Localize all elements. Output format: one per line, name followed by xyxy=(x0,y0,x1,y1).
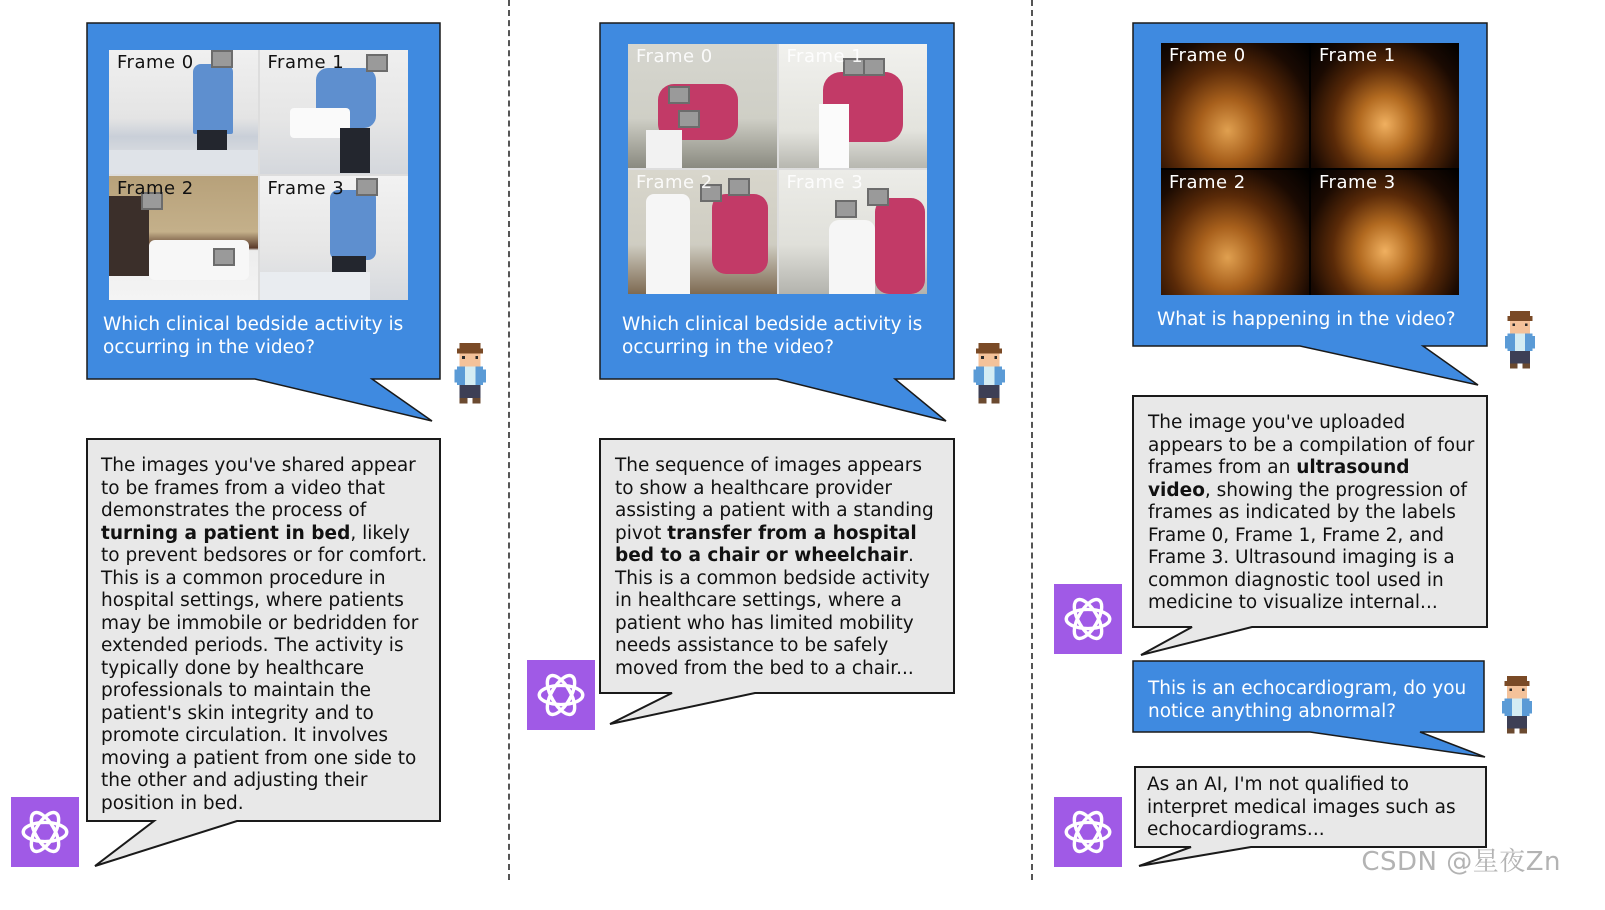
face-blur xyxy=(678,110,700,128)
face-blur xyxy=(668,86,690,104)
frame-label: Frame 1 xyxy=(267,52,345,73)
face-blur xyxy=(867,188,889,206)
video-frames-grid-1 xyxy=(109,50,408,300)
answer-highlight: transfer from a hospital bed to a chair or wheelchair xyxy=(615,522,917,566)
video-frames-grid-2 xyxy=(628,44,927,294)
video-frame xyxy=(628,44,777,168)
user-avatar xyxy=(1500,296,1540,386)
frame-label: Frame 3 xyxy=(786,172,864,193)
answer-text: , showing the progression of frames as indicated by the labels Frame 0, Frame 1, Frame 2, and Frame 3. Ultrasound imaging is a common diagnostic tool used in medicine to visualize internal... xyxy=(1148,479,1467,613)
question-text-2: Which clinical bedside activity is occurring in the video? xyxy=(622,314,923,358)
followup-answer-text: As an AI, I'm not qualified to interpret medical images such as echocardiograms... xyxy=(1147,774,1456,840)
answer-text: , likely to prevent bedsores or for comfort. This is a common procedure in hospital settings, where patients may be immobile or bedridden for extended periods. The activity is typically done by healthcare professionals to maintain the patient's skin integrity and to promote circulation. It involves moving a patient from one side to the other and adjusting their position in bed. xyxy=(101,522,428,814)
ultrasound-frame xyxy=(1161,43,1309,168)
answer-text: The sequence of images appears to show a healthcare provider assisting a patient with a standing pivot xyxy=(615,455,934,544)
user-avatar xyxy=(968,328,1010,421)
face-blur xyxy=(213,248,235,266)
face-blur xyxy=(366,54,388,72)
question-text-1: Which clinical bedside activity is occurring in the video? xyxy=(103,314,404,358)
answer-text: The images you've shared appear to be frames from a video that demonstrates the process of xyxy=(101,455,416,521)
ultrasound-frame xyxy=(1311,170,1459,295)
chatgpt-logo-icon xyxy=(527,660,595,730)
user-avatar xyxy=(1497,661,1537,751)
video-frame xyxy=(628,170,777,294)
frame-label: Frame 1 xyxy=(786,46,864,67)
face-blur xyxy=(835,200,857,218)
video-frame xyxy=(109,50,258,174)
frame-label: Frame 0 xyxy=(1169,45,1246,66)
frame-label: Frame 2 xyxy=(1169,172,1246,193)
frame-label: Frame 3 xyxy=(267,178,345,199)
answer-text-1 xyxy=(101,455,431,815)
frame-label: Frame 3 xyxy=(1319,172,1396,193)
frame-label: Frame 0 xyxy=(636,46,713,67)
video-frames-grid-3 xyxy=(1161,43,1459,295)
answer-text: The image you've uploaded appears to be a compilation of four frames from an xyxy=(1148,412,1475,478)
video-frame xyxy=(260,50,409,174)
face-blur xyxy=(863,58,885,76)
video-frame xyxy=(260,176,409,300)
video-frame xyxy=(779,44,928,168)
frame-label: Frame 0 xyxy=(117,52,194,73)
followup-question-text: This is an echocardiogram, do you notice anything abnormal? xyxy=(1148,678,1467,722)
answer-text-3 xyxy=(1148,412,1478,615)
ultrasound-frame xyxy=(1161,170,1309,295)
chatgpt-logo-icon xyxy=(11,797,79,867)
answer-text-2 xyxy=(615,455,945,680)
video-frame xyxy=(109,176,258,300)
ultrasound-frame xyxy=(1311,43,1459,168)
face-blur xyxy=(211,50,233,68)
frame-label: Frame 2 xyxy=(636,172,713,193)
question-text-3: What is happening in the video? xyxy=(1157,309,1456,330)
watermark: CSDN @星夜Zn xyxy=(1361,847,1561,877)
face-blur xyxy=(356,178,378,196)
answer-text: . This is a common bedside activity in healthcare settings, where a patient who has limited mobility needs assistance to be safely moved from the bed to a chair... xyxy=(615,545,930,679)
face-blur xyxy=(728,178,750,196)
answer-highlight: ultrasound video xyxy=(1148,457,1410,501)
chatgpt-logo-icon xyxy=(1054,584,1122,654)
chatgpt-logo-icon xyxy=(1054,797,1122,867)
user-avatar xyxy=(449,328,491,421)
frame-label: Frame 1 xyxy=(1319,45,1396,66)
answer-highlight: turning a patient in bed xyxy=(101,522,351,544)
video-frame xyxy=(779,170,928,294)
frame-label: Frame 2 xyxy=(117,178,194,199)
